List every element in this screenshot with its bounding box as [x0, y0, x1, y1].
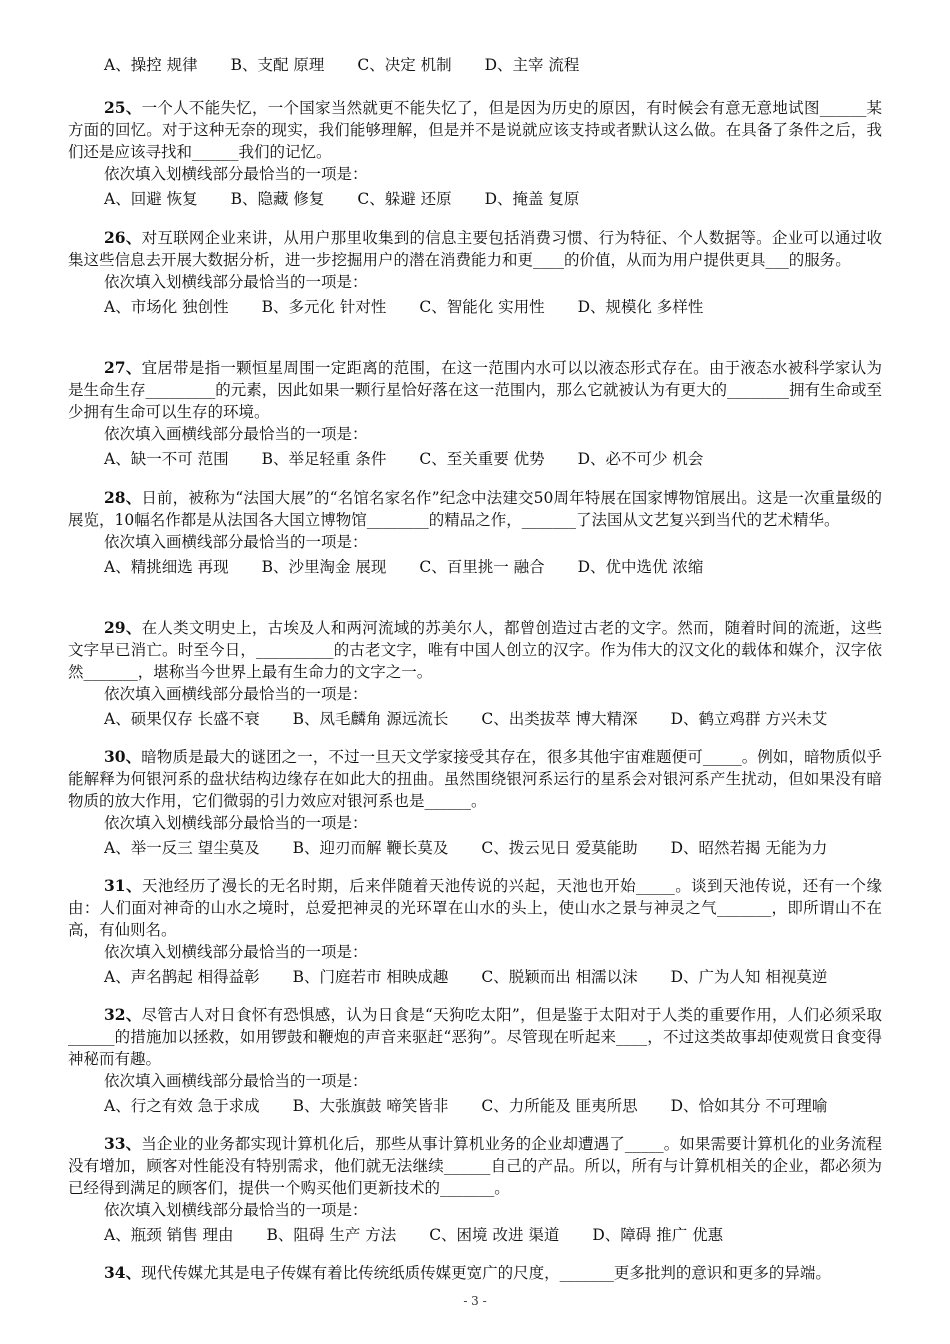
question-stem [68, 97, 882, 163]
question-number: 30、 [104, 747, 142, 766]
option-a: A、瓶颈 销售 理由 [104, 1226, 234, 1244]
question-30 [68, 746, 882, 859]
question-25 [68, 97, 882, 210]
option: B、支配 原理 [230, 56, 325, 74]
options-row [104, 296, 882, 318]
question-33 [68, 1133, 882, 1246]
question-prompt: 依次填入划横线部分最恰当的一项是： [104, 165, 368, 183]
question-number: 32、 [104, 1005, 142, 1024]
option-a: A、举一反三 望尘莫及 [104, 839, 260, 857]
previous-question-options [104, 54, 607, 76]
question-number: 33、 [104, 1134, 142, 1153]
question-number: 28、 [104, 488, 142, 507]
question-text: 宜居带是指一颗恒星周围一定距离的范围，在这一范围内水可以以液态形式存在。由于液态水被科学家认为是生命生存_________的元素，因此如果一颗行星恰好落在这一范围内，那么它就被认为有更大的________拥有生命或至少拥有生命可以生存的环境。 [68, 359, 882, 421]
options-row [104, 1095, 882, 1117]
option-a: A、声名鹊起 相得益彰 [104, 968, 260, 986]
question-31 [68, 875, 882, 988]
question-stem [68, 1133, 882, 1199]
question-text: 对互联网企业来讲，从用户那里收集到的信息主要包括消费习惯、行为特征、个人数据等。企业可以通过收集这些信息去开展大数据分析，进一步挖掘用户的潜在消费能力和更____的价值，从而为用户提供更具___的服务。 [68, 229, 882, 269]
option-c: C、拨云见日 爱莫能助 [481, 839, 638, 857]
option-d: D、广为人知 相视莫逆 [670, 968, 828, 986]
question-text: 天池经历了漫长的无名时期，后来伴随着天池传说的兴起，天池也开始_____。谈到天池传说，还有一个缘由：人们面对神奇的山水之境时，总爱把神灵的光环罩在山水的头上，使山水之景与神灵之气_______，即所谓山不在高，有仙则名。 [68, 877, 882, 939]
option-c: C、困境 改进 渠道 [429, 1226, 560, 1244]
question-number: 27、 [104, 358, 142, 377]
question-text: 尽管古人对日食怀有恐惧感，认为日食是“天狗吃太阳”，但是鉴于太阳对于人类的重要作用，人们必须采取______的措施加以拯救，如用锣鼓和鞭炮的声音来驱赶“恶狗”。尽管现在听起来____，不过这类故事却使观赏日食变得神秘而有趣。 [68, 1006, 882, 1068]
option-c: C、出类拔萃 博大精深 [481, 710, 638, 728]
question-text: 在人类文明史上，古埃及人和两河流域的苏美尔人，都曾创造过古老的文字。然而，随着时间的流逝，这些文字早已消亡。时至今日，__________的古老文字，唯有中国人创立的汉字。作为伟大的汉文化的载体和媒介，汉字依然_______，堪称当今世界上最有生命力的文字之一。 [68, 619, 882, 681]
question-prompt: 依次填入画横线部分最恰当的一项是： [104, 1072, 368, 1090]
question-text: 现代传媒尤其是电子传媒有着比传统纸质传媒更宽广的尺度，_______更多批判的意识和更多的异端。 [141, 1264, 831, 1282]
option-d: D、掩盖 复原 [484, 190, 580, 208]
question-stem [68, 487, 882, 531]
option-b: B、隐藏 修复 [230, 190, 325, 208]
question-stem [68, 617, 882, 683]
question-29 [68, 617, 882, 730]
question-prompt: 依次填入划横线部分最恰当的一项是： [104, 1201, 368, 1219]
option: A、操控 规律 [104, 56, 198, 74]
question-text: 日前，被称为“法国大展”的“名馆名家名作”纪念中法建交50周年特展在国家博物馆展出。这是一次重量级的展览，10幅名作都是从法国各大国立博物馆________的精品之作，_______了法国从文艺复兴到当代的艺术精华。 [68, 489, 882, 529]
option-d: D、昭然若揭 无能为力 [670, 839, 828, 857]
option-c: C、力所能及 匪夷所思 [481, 1097, 638, 1115]
question-27 [68, 357, 882, 470]
option-a: A、缺一不可 范围 [104, 450, 229, 468]
option-a: A、硕果仅存 长盛不衰 [104, 710, 260, 728]
option-b: B、迎刃而解 鞭长莫及 [292, 839, 449, 857]
option-b: B、大张旗鼓 啼笑皆非 [292, 1097, 449, 1115]
options-row [104, 188, 882, 210]
option-d: D、必不可少 机会 [577, 450, 704, 468]
question-prompt: 依次填入画横线部分最恰当的一项是： [104, 685, 368, 703]
question-stem [68, 1004, 882, 1070]
option-a: A、精挑细选 再现 [104, 558, 229, 576]
question-text: 当企业的业务都实现计算机化后，那些从事计算机业务的企业却遭遇了_____。如果需要计算机化的业务流程没有增加，顾客对性能没有特别需求，他们就无法继续______自己的产品。所以，所有与计算机相关的企业，都必须为已经得到满足的顾客们，提供一个购买他们更新技术的_______。 [68, 1135, 882, 1197]
options-row [104, 708, 882, 730]
question-text: 一个人不能失忆，一个国家当然就更不能失忆了，但是因为历史的原因，有时候会有意无意地试图______某方面的回忆。对于这种无奈的现实，我们能够理解，但是并不是说就应该支持或者默认这么做。在具备了条件之后，我们还是应该寻找和______我们的记忆。 [68, 99, 882, 161]
options-row [104, 966, 882, 988]
question-stem [68, 1262, 882, 1284]
option-d: D、规模化 多样性 [577, 298, 704, 316]
option-d: D、障碍 推广 优惠 [592, 1226, 724, 1244]
option-b: B、举足轻重 条件 [261, 450, 387, 468]
question-number: 29、 [104, 618, 142, 637]
question-number: 25、 [104, 98, 142, 117]
option: D、主宰 流程 [484, 56, 580, 74]
option-d: D、优中选优 浓缩 [577, 558, 704, 576]
option-c: C、百里挑一 融合 [419, 558, 545, 576]
option-c: C、躲避 还原 [357, 190, 452, 208]
option-c: C、脱颖而出 相濡以沫 [481, 968, 638, 986]
question-26 [68, 227, 882, 318]
options-row [104, 837, 882, 859]
question-28 [68, 487, 882, 578]
question-stem [68, 227, 882, 271]
question-prompt: 依次填入画横线部分最恰当的一项是： [104, 533, 368, 551]
question-stem [68, 746, 882, 812]
question-number: 34、 [104, 1263, 142, 1282]
question-number: 26、 [104, 228, 142, 247]
option: C、决定 机制 [357, 56, 452, 74]
option-b: B、阻碍 生产 方法 [266, 1226, 397, 1244]
question-prompt: 依次填入划横线部分最恰当的一项是： [104, 273, 368, 291]
question-stem [68, 357, 882, 423]
options-row [104, 556, 882, 578]
question-prompt: 依次填入划横线部分最恰当的一项是： [104, 814, 368, 832]
question-text: 暗物质是最大的谜团之一，不过一旦天文学家接受其存在，很多其他宇宙难题便可_____。例如，暗物质似乎能解释为何银河系的盘状结构边缘存在如此大的扭曲。虽然围绕银河系运行的星系会对银河系产生扰动，但如果没有暗物质的放大作用，它们微弱的引力效应对银河系也是______。 [68, 748, 882, 810]
question-34 [68, 1262, 882, 1284]
option-b: B、多元化 针对性 [261, 298, 387, 316]
question-32 [68, 1004, 882, 1117]
page-number: - 3 - [463, 1294, 487, 1308]
option-c: C、至关重要 优势 [419, 450, 545, 468]
question-prompt: 依次填入划横线部分最恰当的一项是： [104, 943, 368, 961]
option-a: A、市场化 独创性 [104, 298, 229, 316]
question-stem [68, 875, 882, 941]
question-prompt: 依次填入画横线部分最恰当的一项是： [104, 425, 368, 443]
option-c: C、智能化 实用性 [419, 298, 545, 316]
option-b: B、凤毛麟角 源远流长 [292, 710, 449, 728]
option-b: B、门庭若市 相映成趣 [292, 968, 449, 986]
option-a: A、行之有效 急于求成 [104, 1097, 260, 1115]
options-row [104, 448, 882, 470]
option-d: D、鹤立鸡群 方兴未艾 [670, 710, 828, 728]
option-a: A、回避 恢复 [104, 190, 198, 208]
option-b: B、沙里淘金 展现 [261, 558, 387, 576]
options-row [104, 1224, 882, 1246]
question-number: 31、 [104, 876, 142, 895]
option-d: D、恰如其分 不可理喻 [670, 1097, 828, 1115]
